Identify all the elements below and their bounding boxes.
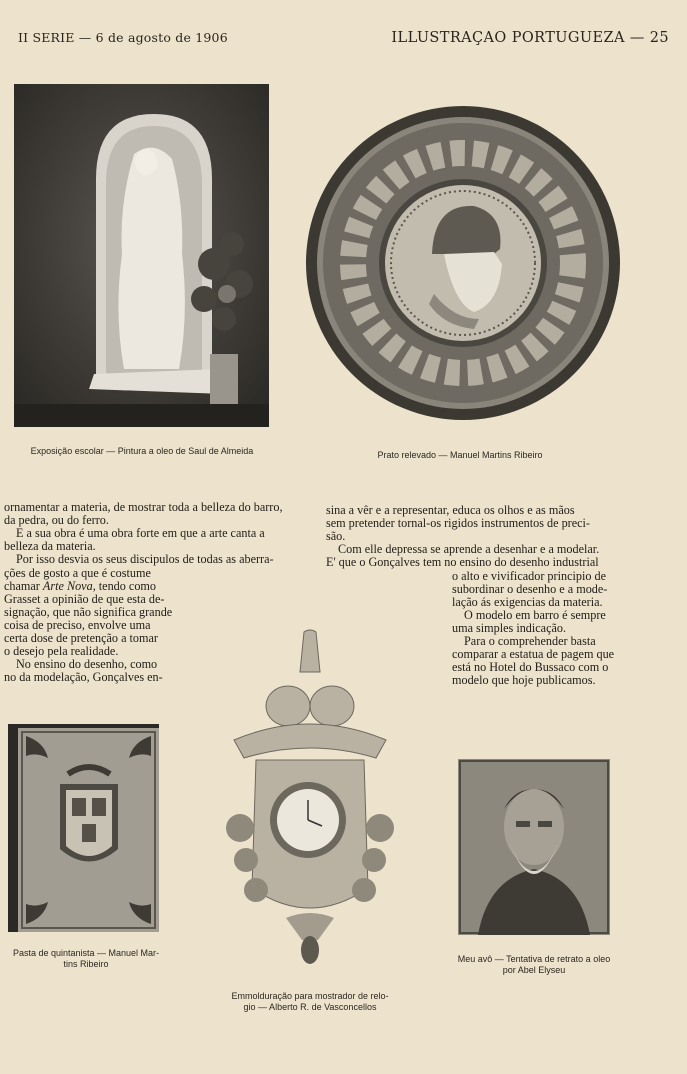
- text-line: sina a vêr e a representar, educa os olhos e as mãos: [326, 503, 575, 517]
- album-cover-photo: [8, 724, 159, 932]
- text-line: são.: [326, 529, 346, 544]
- text-line: o alto e vivificador principio de: [452, 568, 606, 583]
- text-line: coisa de preciso, envolve uma: [4, 617, 151, 632]
- page-header-left: II SERIE — 6 de agosto de 1906: [18, 30, 228, 45]
- text-line: certa dose de pretenção a tomar: [4, 630, 158, 645]
- caption-pasta: [0, 948, 172, 969]
- caption-line: por Abel Elyseu: [502, 964, 566, 975]
- text-column-left: [4, 501, 302, 566]
- text-line: O modelo em barro é sempre: [464, 607, 606, 622]
- text-line: subordinar o desenho e a mode-: [452, 581, 608, 596]
- text-line: modelo que hoje publicamos.: [452, 673, 596, 688]
- text-line: E a sua obra é uma obra forte em que a arte canta a: [16, 526, 265, 541]
- caption-line: tins Ribeiro: [63, 958, 109, 969]
- text-line: uma simples indicação.: [452, 620, 567, 635]
- text-column-right-narrow: [452, 570, 626, 688]
- text-span: chamar: [4, 578, 43, 593]
- text-line: lação ás exigencias da materia.: [452, 594, 603, 609]
- text-line: no da modelação, Gonçalves en-: [4, 670, 163, 685]
- text-line: signação, que não significa grande: [4, 604, 173, 619]
- page-header-right: ILLUSTRAÇAO PORTUGUEZA — 25: [391, 30, 669, 46]
- text-span: , tendo como: [92, 578, 156, 593]
- caption-line: Emmolduração para mostrador de relo-: [231, 991, 389, 1001]
- caption-line: Pasta de quintanista — Manuel Mar-: [12, 948, 160, 958]
- text-line: da pedra, ou do ferro.: [4, 513, 109, 528]
- caption-prato: Prato relevado — Manuel Martins Ribeiro: [377, 450, 543, 460]
- text-line: Por isso desvia os seus discipulos de todas as aberra-: [16, 552, 274, 567]
- text-line: ções de gosto a que é costume: [4, 565, 151, 580]
- caption-line: gio — Alberto R. de Vasconcellos: [243, 1001, 377, 1012]
- text-line: está no Hotel do Bussaco com o: [452, 660, 609, 675]
- text-line: E' que o Gonçalves tem no ensino do desenho industrial: [326, 555, 599, 570]
- caption-avo: [436, 954, 632, 975]
- text-column-right: [326, 504, 626, 569]
- caption-line: Meu avô — Tentativa de retrato a oleo: [457, 954, 611, 964]
- madonna-painting-photo: [14, 84, 269, 427]
- text-column-left-narrow: [4, 567, 174, 685]
- text-line: Com elle depressa se aprende a desenhar e a modelar.: [338, 542, 600, 557]
- text-line: o desejo pela realidade.: [4, 644, 119, 659]
- text-line: belleza da materia.: [4, 539, 96, 554]
- caption-emmolduracao: [210, 991, 410, 1012]
- text-line: No ensino do desenho, como: [16, 657, 158, 672]
- text-line: ornamentar a materia, de mostrar toda a belleza do barro,: [4, 500, 283, 514]
- text-line: comparar a estatua de pagem que: [452, 647, 615, 662]
- caption-exposicao: Exposição escolar — Pintura a oleo de Saul de Almeida: [30, 446, 254, 456]
- portrait-photo: [458, 759, 610, 935]
- text-line: Grasset a opinião de que esta de-: [4, 591, 165, 606]
- arte-nova-italic: Arte Nova: [42, 578, 93, 593]
- text-line: [4, 580, 174, 593]
- text-line: sem pretender tornal-os rigidos instrumentos de preci-: [326, 516, 590, 531]
- embossed-plate-photo: [304, 104, 622, 422]
- text-line: Para o comprehender basta: [464, 633, 596, 648]
- clock-frame-photo: [226, 628, 394, 968]
